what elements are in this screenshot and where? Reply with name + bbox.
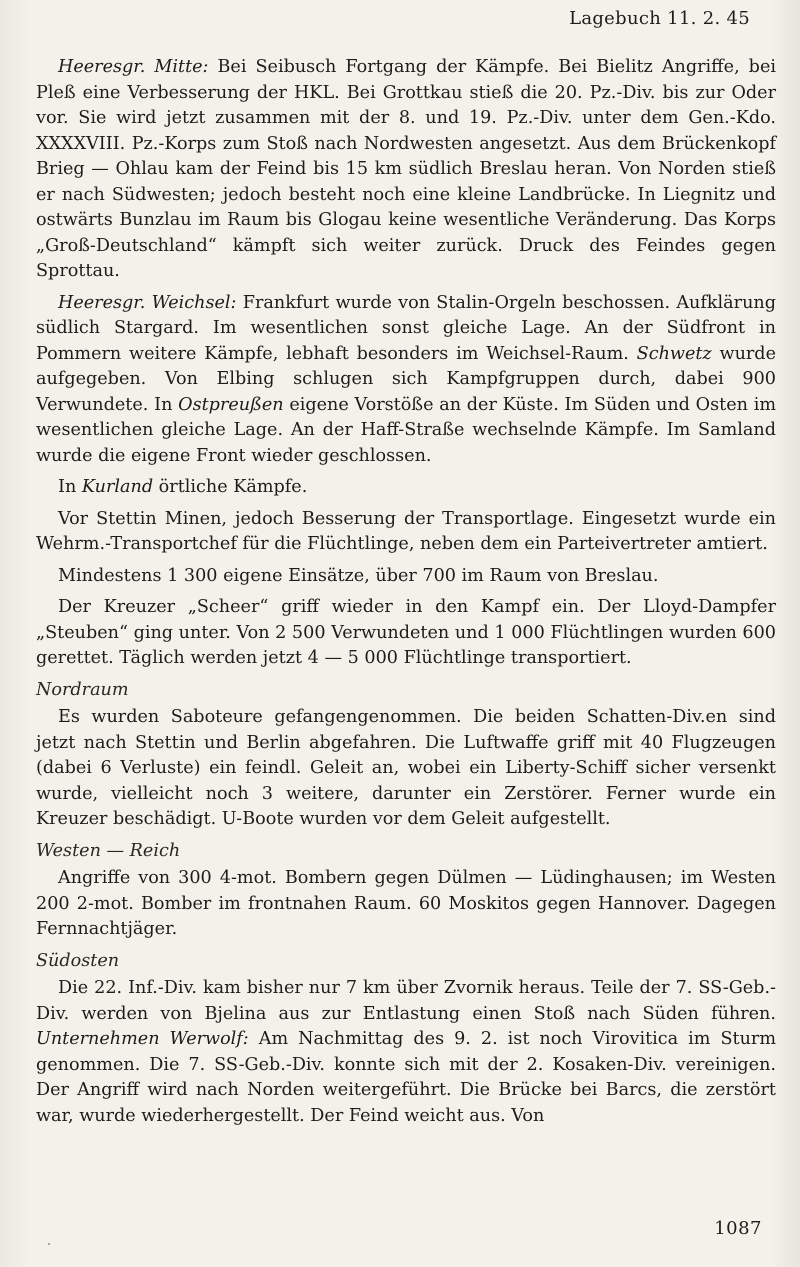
page-speck <box>48 1243 50 1245</box>
paragraph-einsaetze: Mindestens 1 300 eigene Einsätze, über 700 im Raum von Breslau. <box>58 565 659 586</box>
text-kurland-a: In <box>58 477 82 497</box>
section-heading-westen-reich: Westen — Reich <box>36 840 181 861</box>
paragraph-westen-reich: Angriffe von 300 4-mot. Bombern gegen Dülmen — Lüdinghausen; im Westen 200 2-mot. Bomber im frontnahen Raum. 60 Moskitos gegen Hannover. Dagegen Fernnachtjäger. <box>36 868 776 939</box>
label-heeresgruppe-weichsel: Heeresgr. Weichsel: <box>58 292 237 313</box>
text-suedosten-b: Am Nachmittag des 9. 2. ist noch Virovitica im Sturm genommen. Die 7. SS-Geb.-Div. konnte sich mit der 2. Kosaken-Div. vereinigen. Der Angriff wird nach Norden weitergeführt. Die Brücke bei Barcs, die zerstört war, wurde wiederhergestellt. Der Feind weicht aus. Von <box>36 1029 776 1126</box>
paragraph-stettin: Vor Stettin Minen, jedoch Besserung der Transportlage. Eingesetzt wurde ein Wehrm.-Transportchef für die Flüchtlinge, neben dem ein Parteivertreter amtiert. <box>36 508 776 554</box>
place-schwetz: Schwetz <box>636 343 712 364</box>
text-weichsel-a: Frankfurt wurde von Stalin-Orgeln beschossen. Aufklärung südlich Stargard. Im wesentlichen sonst gleiche Lage. An der Südfront in Pommern weitere Kämpfe, lebhaft besonders im Weichsel-Raum. <box>36 292 776 364</box>
paragraph-kurland <box>36 475 776 501</box>
place-ostpreussen: Ostpreußen <box>178 394 284 415</box>
paragraph-suedosten <box>36 976 776 1129</box>
page-number: 1087 <box>714 1218 762 1239</box>
text-heeresgruppe-mitte: Bei Seibusch Fortgang der Kämpfe. Bei Bielitz Angriffe, bei Pleß eine Verbesserung der HKL. Bei Grottkau stieß die 20. Pz.-Div. bis zur Oder vor. Sie wird jetzt zusammen mit der 8. und 19. Pz.-Div. unter dem Gen.-Kdo. XXXXVIII. Pz.-Korps zum Stoß nach Nordwesten angesetzt. Aus dem Brückenkopf Brieg — Ohlau kam der Feind bis 15 km südlich Breslau heran. Von Norden stieß er nach Südwesten; jedoch besteht noch eine kleine Landbrücke. In Liegnitz und ostwärts Bunzlau im Raum bis Glogau keine wesentliche Veränderung. Das Korps „Groß-Deutschland“ kämpft sich weiter zurück. Druck des Feindes gegen Sprottau. <box>36 57 776 281</box>
paragraph-nordraum: Es wurden Saboteure gefangengenommen. Die beiden Schatten-Div.en sind jetzt nach Stettin und Berlin abgefahren. Die Luftwaffe griff mit 40 Flugzeugen (dabei 6 Verluste) ein feindl. Geleit an, wobei ein Liberty-Schiff sicher versenkt wurde, vielleicht noch 3 weitere, darunter ein Zerstörer. Ferner wurde ein Kreuzer beschädigt. U-Boote wurden vor dem Geleit aufgestellt. <box>36 707 776 829</box>
paragraph-heeresgruppe-mitte <box>36 55 776 285</box>
section-heading-suedosten: Südosten <box>36 950 120 971</box>
text-suedosten-a: Die 22. Inf.-Div. kam bisher nur 7 km über Zvornik heraus. Teile der 7. SS-Geb.-Div. werden von Bjelina aus zur Entlastung einen Stoß nach Süden führen. <box>36 978 776 1024</box>
place-kurland: Kurland <box>81 477 154 497</box>
text-weichsel-c: eigene Vorstöße an der Küste. Im Süden und Osten im wesentlichen gleiche Lage. An der Haff-Straße wechselnde Kämpfe. Im Samland wurde die eigene Front wieder geschlossen. <box>36 394 777 466</box>
body-text <box>36 55 776 1135</box>
paragraph-heeresgruppe-weichsel <box>36 291 776 470</box>
text-weichsel-b: wurde aufgegeben. Von Elbing schlugen sich Kampfgruppen durch, dabei 900 Verwundete. In <box>36 343 776 415</box>
running-head: Lagebuch 11. 2. 45 <box>569 8 750 29</box>
text-kurland-b: örtliche Kämpfe. <box>153 477 308 497</box>
section-heading-nordraum: Nordraum <box>36 679 129 700</box>
label-unternehmen-werwolf: Unternehmen Werwolf: <box>36 1029 249 1049</box>
label-heeresgruppe-mitte: Heeresgr. Mitte: <box>58 57 209 77</box>
paragraph-kreuzer-scheer: Der Kreuzer „Scheer“ griff wieder in den Kampf ein. Der Lloyd-Dampfer „Steuben“ ging unter. Von 2 500 Verwundeten und 1 000 Flüchtlingen wurden 600 gerettet. Täglich werden jetzt 4 — 5 000 Flüchtlinge transportiert. <box>36 597 776 668</box>
